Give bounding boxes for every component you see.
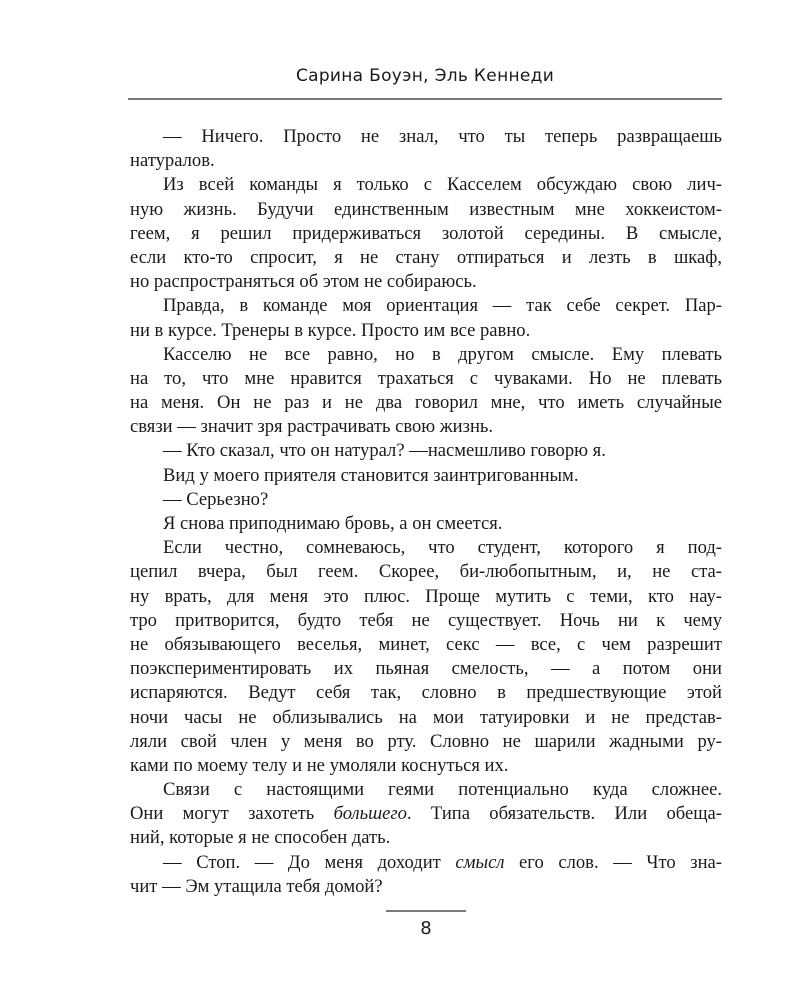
text-line: Касселю не все равно, но в другом смысле. Ему плевать: [163, 343, 722, 365]
text-line: на меня. Он не раз и не два говорил мне, что иметь случайные: [130, 392, 722, 414]
text-line: ний, которые я не способен дать.: [130, 827, 391, 849]
text-line: — Ничего. Просто не знал, что ты теперь развращаешь: [163, 126, 722, 147]
text-line: Связи с настоящими геями потенциально куда сложнее.: [163, 779, 722, 801]
text-line: ночи часы не облизывались на мои татуировки и не представ-: [130, 706, 722, 728]
text-line: ну врать, для меня это плюс. Проще мутить с теми, кто нау-: [130, 585, 722, 607]
text-line: поэкспериментировать их пьяная смелость, — а потом они: [130, 658, 722, 680]
text-line: геем, я решил придерживаться золотой середины. В смысле,: [130, 222, 722, 244]
text-line: — Стоп. — До меня доходит смысл его слов. — Что зна-: [163, 851, 722, 873]
text-line: ни в курсе. Тренеры в курсе. Просто им все равно.: [130, 319, 531, 341]
text-line: Они могут захотеть большего. Типа обязательств. Или обеща-: [130, 803, 723, 825]
text-line: связи — значит зря растрачивать свою жизнь.: [130, 416, 494, 438]
footer-divider: [386, 910, 466, 912]
body-text: [130, 125, 722, 899]
text-line: если кто-то спросит, я не стану отпираться и лезть в шкаф,: [130, 246, 722, 268]
text-line: Если честно, сомневаюсь, что студент, которого я под-: [163, 537, 722, 559]
text-line: тро притворится, будто тебя не существует. Ночь ни к чему: [130, 609, 722, 631]
text-line: ляли свой член у меня во рту. Словно не шарили жадными ру-: [130, 730, 722, 752]
running-header-authors: Сарина Боуэн, Эль Кеннеди: [295, 66, 555, 86]
page-number: 8: [420, 918, 432, 939]
text-line: чит — Эм утащила тебя домой?: [130, 875, 383, 897]
text-line: ками по моему телу и не умоляли коснуться их.: [130, 754, 509, 776]
text-line: но распространяться об этом не собираюсь.: [130, 271, 477, 293]
text-line: — Серьезно?: [163, 488, 269, 510]
text-line: натуралов.: [130, 150, 215, 172]
text-line: испаряются. Ведут себя так, словно в предшествующие этой: [130, 682, 722, 704]
text-line: — Кто сказал, что он натурал? —насмешливо говорю я.: [163, 440, 606, 462]
text-line: Из всей команды я только с Касселем обсуждаю свою лич-: [163, 174, 722, 196]
text-line: ную жизнь. Будучи единственным известным мне хоккеистом-: [130, 198, 722, 220]
header-divider: [128, 98, 722, 100]
text-line: Правда, в команде моя ориентация — так себе секрет. Пар-: [163, 295, 722, 317]
text-line: цепил вчера, был геем. Скорее, би-любопытным, и, не ста-: [130, 561, 722, 583]
text-line: Я снова приподнимаю бровь, а он смеется.: [163, 513, 503, 534]
text-line: Вид у моего приятеля становится заинтригованным.: [163, 464, 579, 486]
text-line: не обязывающего веселья, минет, секс — все, с чем разрешит: [130, 633, 722, 655]
text-line: на то, что мне нравится трахаться с чуваками. Но не плевать: [130, 367, 722, 389]
